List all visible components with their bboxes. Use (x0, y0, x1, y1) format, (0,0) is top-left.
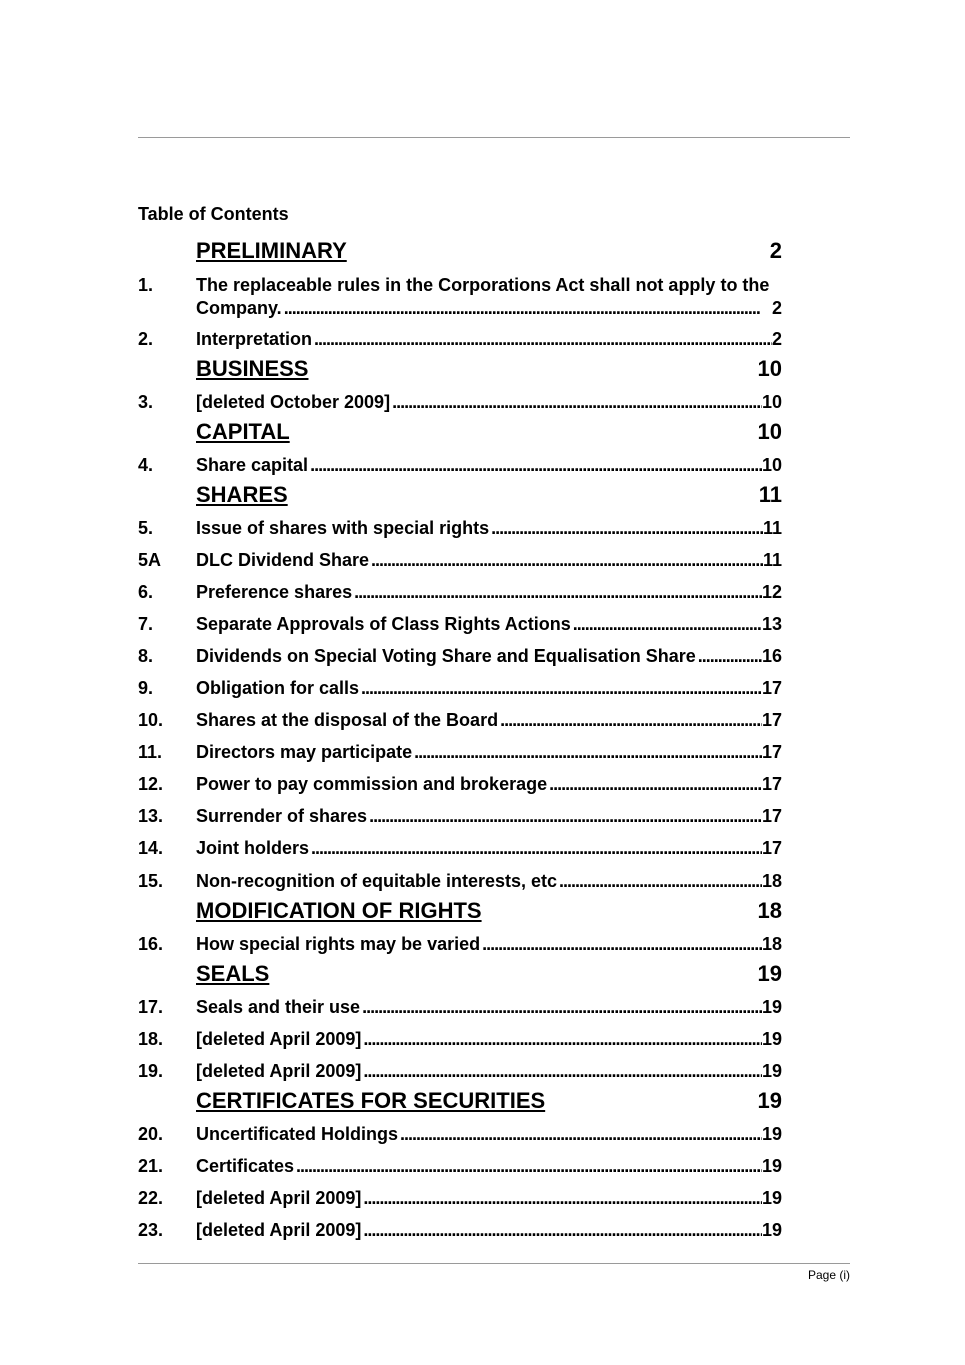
toc-section-heading[interactable] (196, 482, 782, 508)
dot-leader (696, 645, 762, 668)
entry-title: Joint holders (196, 838, 310, 858)
entry-title: Separate Approvals of Class Rights Actions (196, 614, 571, 634)
footer-rule (138, 1263, 850, 1264)
entry-number: 9. (138, 678, 154, 698)
entry-title: DLC Dividend Share (196, 550, 370, 570)
entry-page-number: 17 (761, 710, 782, 730)
entry-title: Non-recognition of equitable interests, etc (196, 871, 558, 891)
dot-leader (361, 1219, 762, 1242)
entry-title: Uncertificated Holdings (196, 1124, 399, 1144)
dot-leader (369, 549, 763, 572)
section-title: SHARES (196, 482, 288, 507)
entry-body (196, 1123, 782, 1146)
toc-section-heading[interactable] (196, 419, 782, 445)
section-title: PRELIMINARY (196, 238, 347, 263)
entry-page-number: 17 (761, 774, 782, 794)
entry-number: 19. (138, 1061, 164, 1081)
entry-page-number: 19 (761, 1124, 782, 1144)
section-title: CAPITAL (196, 419, 290, 444)
dot-leader (359, 677, 762, 700)
entry-body (196, 773, 782, 796)
entry-page-number: 17 (761, 678, 782, 698)
entry-number: 16. (138, 934, 164, 954)
entry-title: Obligation for calls (196, 678, 360, 698)
entry-page-number: 17 (761, 838, 782, 858)
entry-number: 6. (138, 582, 154, 602)
entry-body (196, 996, 782, 1019)
entry-page-number: 18 (761, 934, 782, 954)
dot-leader (361, 1060, 762, 1083)
dot-leader (294, 1155, 762, 1178)
page-number: Page (i) (807, 1268, 850, 1282)
entry-title: Surrender of shares (196, 806, 368, 826)
entry-page-number: 2 (771, 298, 782, 318)
entry-number: 21. (138, 1156, 164, 1176)
section-page-number: 19 (757, 1088, 782, 1113)
dot-leader (412, 741, 762, 764)
entry-page-number: 16 (761, 646, 782, 666)
entry-page-number: 2 (771, 329, 782, 349)
entry-title: The replaceable rules in the Corporations Act shall not apply to the (196, 275, 770, 295)
entry-title: Directors may participate (196, 742, 413, 762)
dot-leader (282, 297, 772, 320)
entry-body (196, 677, 782, 700)
entry-body (196, 549, 782, 572)
section-page-number: 18 (757, 898, 782, 923)
entry-body (196, 741, 782, 764)
section-page-number: 10 (757, 419, 782, 444)
entry-number: 10. (138, 710, 164, 730)
entry-page-number: 19 (761, 1220, 782, 1240)
dot-leader (312, 328, 772, 351)
entry-title: Power to pay commission and brokerage (196, 774, 548, 794)
section-title: BUSINESS (196, 356, 309, 381)
entry-number: 18. (138, 1029, 164, 1049)
entry-title: Preference shares (196, 582, 353, 602)
entry-title: Seals and their use (196, 997, 361, 1017)
dot-leader (390, 391, 762, 414)
entry-number: 13. (138, 806, 164, 826)
dot-leader (557, 870, 762, 893)
entry-number: 17. (138, 997, 164, 1017)
entry-title: [deleted October 2009] (196, 392, 391, 412)
dot-leader (489, 517, 763, 540)
dot-leader (361, 1028, 762, 1051)
entry-title: Share capital (196, 455, 309, 475)
entry-body (196, 870, 782, 893)
entry-number: 12. (138, 774, 164, 794)
entry-body (196, 1028, 782, 1051)
entry-page-number: 11 (762, 550, 782, 570)
entry-title: Certificates (196, 1156, 295, 1176)
entry-page-number: 19 (761, 1061, 782, 1081)
dot-leader (308, 454, 762, 477)
section-page-number: 19 (757, 961, 782, 986)
entry-title: Shares at the disposal of the Board (196, 710, 499, 730)
entry-page-number: 11 (762, 518, 782, 538)
entry-number: 7. (138, 614, 154, 634)
entry-body (196, 1219, 782, 1242)
entry-number: 14. (138, 838, 164, 858)
entry-body (196, 1187, 782, 1210)
section-page-number: 2 (769, 238, 782, 263)
entry-title: [deleted April 2009] (196, 1188, 362, 1208)
dot-leader (398, 1123, 762, 1146)
dot-leader (352, 581, 762, 604)
entry-number: 22. (138, 1188, 164, 1208)
entry-body (196, 805, 782, 828)
entry-body (196, 517, 782, 540)
section-page-number: 11 (758, 482, 782, 507)
entry-body (196, 328, 782, 351)
entry-title: [deleted April 2009] (196, 1029, 362, 1049)
entry-body (196, 837, 782, 860)
section-page-number: 10 (757, 356, 782, 381)
dot-leader (367, 805, 762, 828)
entry-page-number: 12 (761, 582, 782, 602)
toc-title: Table of Contents (138, 204, 289, 224)
entry-body (196, 454, 782, 477)
entry-body (196, 581, 782, 604)
entry-number: 15. (138, 871, 164, 891)
entry-title: Dividends on Special Voting Share and Equalisation Share (196, 646, 696, 666)
dot-leader (547, 773, 762, 796)
toc-section-heading[interactable] (196, 898, 782, 924)
entry-body (196, 1060, 782, 1083)
entry-page-number: 17 (761, 806, 782, 826)
entry-body (196, 933, 782, 956)
dot-leader (571, 613, 762, 636)
entry-title-line2: Company. (196, 298, 282, 318)
entry-number: 1. (138, 275, 154, 295)
dot-leader (498, 709, 762, 732)
toc-section-heading[interactable] (196, 961, 782, 987)
entry-body (196, 1155, 782, 1178)
entry-page-number: 18 (761, 871, 782, 891)
entry-number: 8. (138, 646, 154, 666)
entry-title: [deleted April 2009] (196, 1220, 362, 1240)
entry-title: [deleted April 2009] (196, 1061, 362, 1081)
entry-body (196, 274, 826, 320)
entry-number: 4. (138, 455, 154, 475)
toc-section-heading[interactable] (196, 1088, 782, 1114)
entry-body (196, 613, 782, 636)
entry-title-continued (196, 297, 782, 320)
entry-title: Interpretation (196, 329, 313, 349)
entry-number: 5. (138, 518, 154, 538)
toc-section-heading[interactable] (196, 356, 782, 382)
entry-page-number: 19 (761, 1188, 782, 1208)
entry-body (196, 391, 782, 414)
entry-title: Issue of shares with special rights (196, 518, 490, 538)
dot-leader (480, 933, 762, 956)
entry-page-number: 19 (761, 997, 782, 1017)
entry-page-number: 10 (761, 455, 782, 475)
entry-page-number: 10 (761, 392, 782, 412)
entry-body (196, 645, 782, 668)
entry-number: 23. (138, 1220, 164, 1240)
entry-number: 5A (138, 550, 162, 570)
dot-leader (360, 996, 762, 1019)
entry-page-number: 19 (761, 1029, 782, 1049)
section-title: SEALS (196, 961, 270, 986)
entry-body (196, 709, 782, 732)
section-title: MODIFICATION OF RIGHTS (196, 898, 482, 923)
entry-number: 3. (138, 392, 154, 412)
section-title: CERTIFICATES FOR SECURITIES (196, 1088, 546, 1113)
entry-page-number: 17 (761, 742, 782, 762)
entry-number: 20. (138, 1124, 164, 1144)
entry-number: 2. (138, 329, 154, 349)
header-rule (138, 137, 850, 138)
entry-page-number: 13 (761, 614, 782, 634)
entry-number: 11. (138, 742, 163, 762)
entry-page-number: 19 (761, 1156, 782, 1176)
dot-leader (361, 1187, 762, 1210)
entry-title: How special rights may be varied (196, 934, 481, 954)
dot-leader (309, 837, 762, 860)
toc-section-heading[interactable] (196, 238, 782, 264)
